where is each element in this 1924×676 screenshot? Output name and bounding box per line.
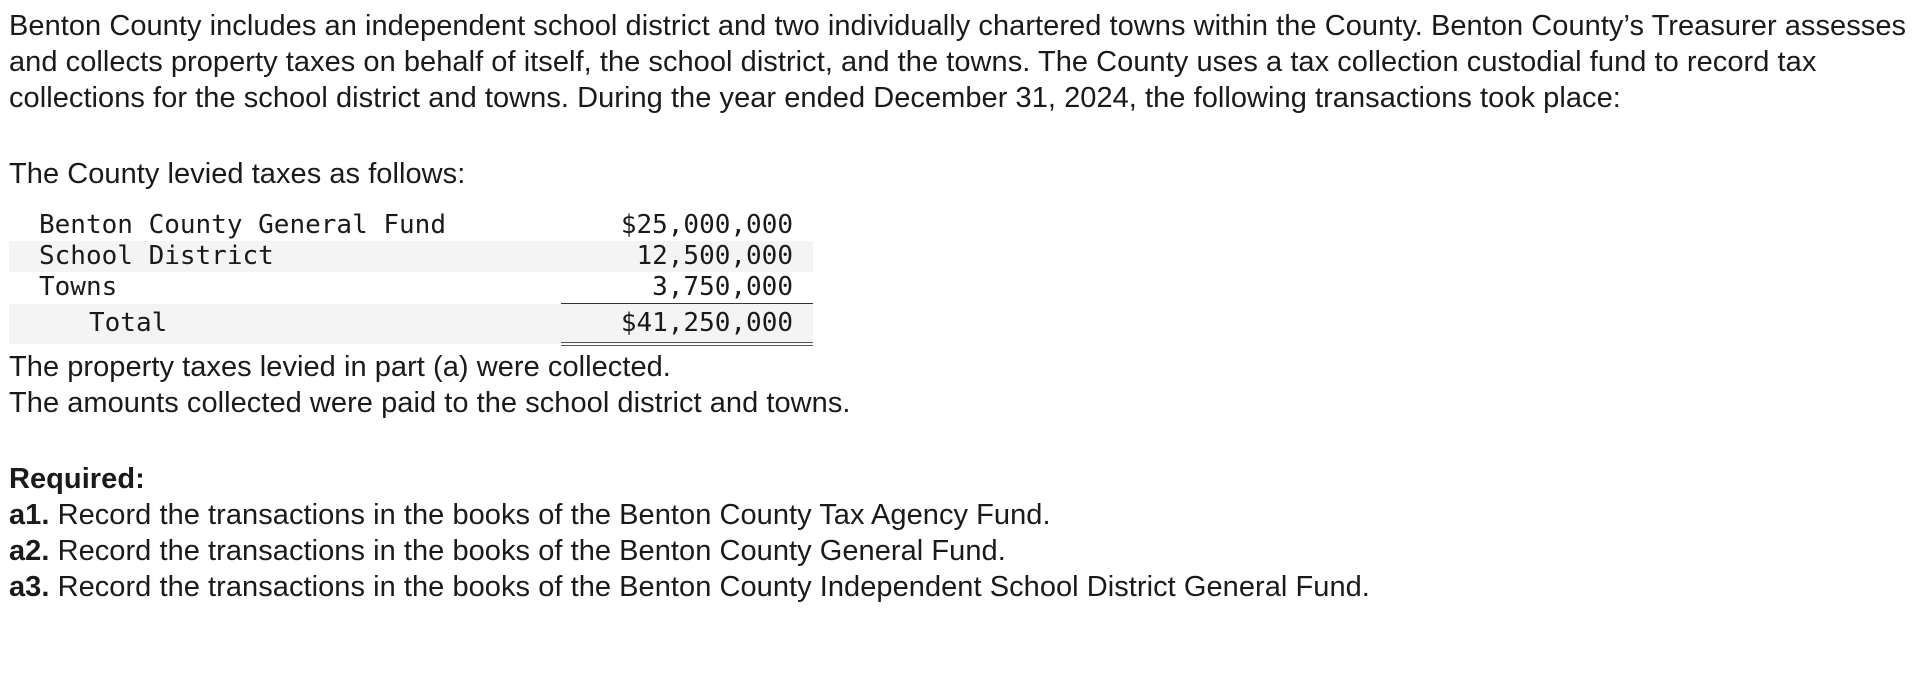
levy-total-label: Total [9, 304, 561, 345]
levy-row-name: School District [9, 241, 561, 272]
levy-row-amount: 3,750,000 [561, 272, 813, 304]
problem-document [9, 8, 1909, 605]
spacer [9, 116, 1909, 156]
intro-paragraph: Benton County includes an independent school district and two individually chartered towns within the County. Benton County’s Treasurer assesses and collects property taxes on behalf of itself, the school district, and the towns. The County uses a tax collection custodial fund to record tax collections for the school district and towns. During the year ended December 31, 2024, the following transactions took place: [9, 10, 1907, 114]
levy-row-amount: $25,000,000 [620, 210, 793, 240]
levy-row-name: Towns [39, 272, 118, 303]
required-item-a1 [9, 497, 1909, 533]
levy-heading: The County levied taxes as follows: [9, 158, 466, 190]
transaction-item: The amounts collected were paid to the school district and towns. [9, 387, 851, 419]
levy-row-name: Benton County General Fund [39, 210, 446, 240]
required-item-label: a1. [9, 499, 50, 531]
required-item-label: a2. [9, 535, 50, 567]
required-item-text: Record the transactions in the books of the Benton County General Fund. [49, 535, 1006, 567]
levy-row [9, 241, 813, 272]
levy-row [9, 272, 813, 304]
required-section [9, 461, 1909, 605]
levy-total-row [9, 304, 813, 345]
levy-table [9, 210, 813, 346]
levy-row [9, 210, 813, 241]
required-item-a2 [9, 533, 1909, 569]
transactions-list [9, 349, 1909, 421]
levy-total-amount: $41,250,000 [561, 304, 813, 345]
required-item-label: a3. [9, 571, 50, 603]
required-title: Required: [9, 463, 145, 495]
transaction-item: The property taxes levied in part (a) were collected. [9, 351, 671, 383]
required-item-a3 [9, 569, 1909, 605]
spacer [9, 421, 1909, 461]
levy-row-amount: 12,500,000 [561, 241, 813, 272]
required-item-text: Record the transactions in the books of the Benton County Tax Agency Fund. [49, 499, 1051, 531]
required-item-text: Record the transactions in the books of the Benton County Independent School District General Fund. [49, 571, 1370, 603]
